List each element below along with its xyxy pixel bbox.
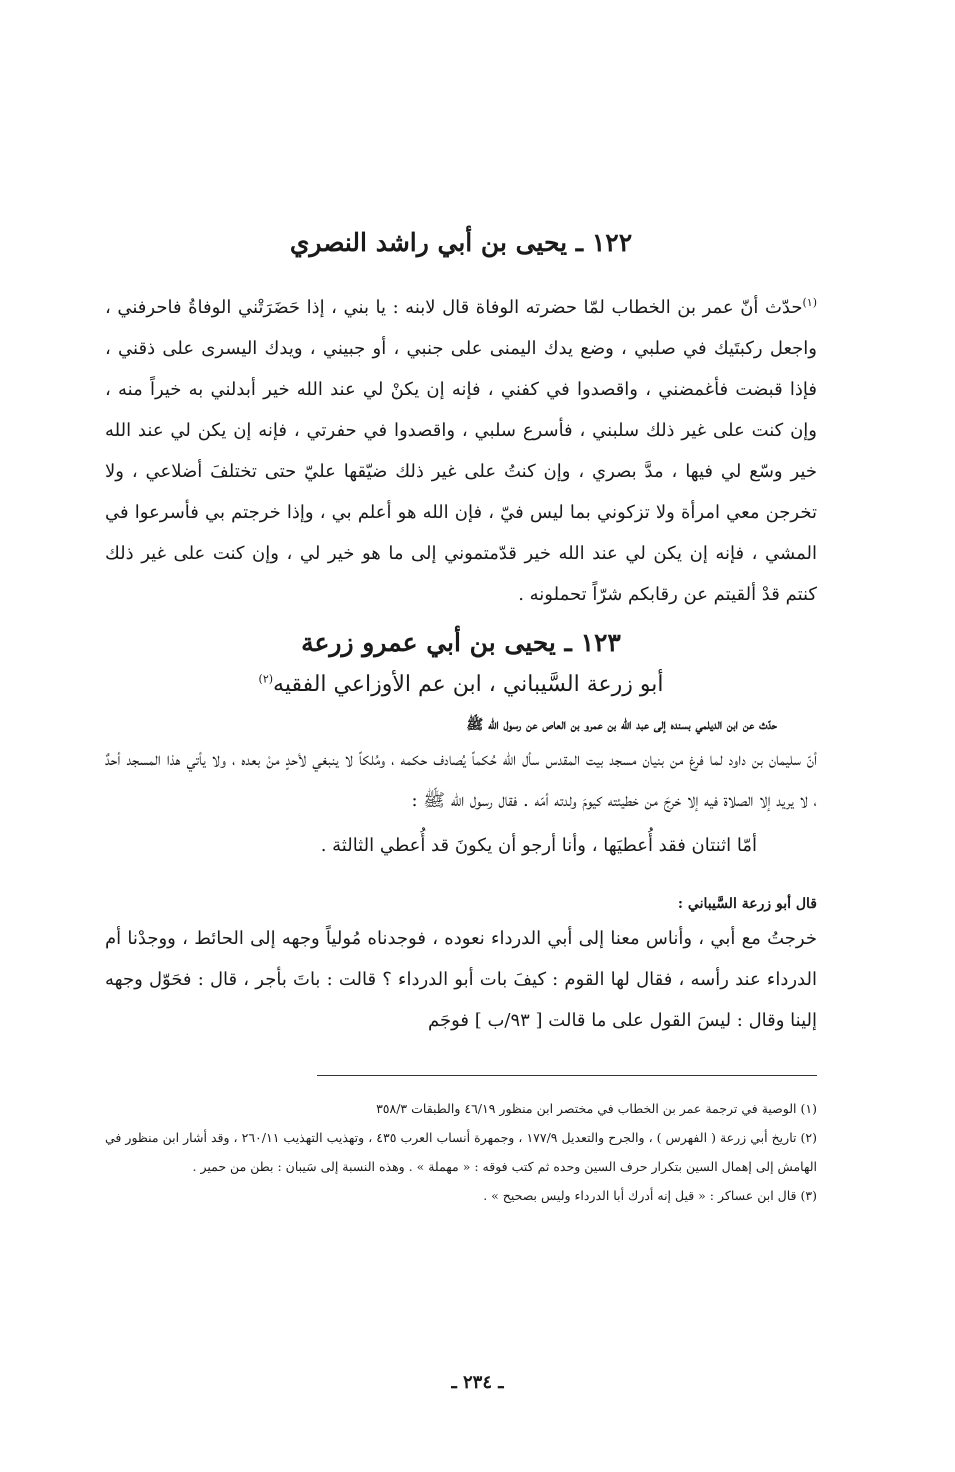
footnote-marker-1: (١) — [802, 296, 818, 309]
narration-part: خرجتُ مع أبي ، وأناس معنا إلى أبي الدرداء نعوده ، فوجدناه مُولياً وجهه إلى الحائط ، ووجدْنا أم الدرداء عند رأسه ، فقال لها القوم : كيفَ بات أبو الدرداء ؟ قالت : باتَ بأجر ، قال : فحَوّل وجهه إلينا وقال : ليسَ القول على ما قالت [ ٩٣/ب ] فوجَم — [105, 928, 817, 1031]
footnote-1: (١) الوصية في ترجمة عمر بن الخطاب في مختصر ابن منظور ٤٦/١٩ والطبقات ٣٥٨/٣ — [376, 1101, 817, 1116]
hadith-isnad: حدّث عن ابن الديلمي بسنده إلى عبد الله بن عمرو بن العاص عن رسول الله ﷺ — [466, 717, 777, 733]
narration-text — [105, 918, 817, 1041]
page-number: ـ ٢٣٤ ـ — [451, 1372, 504, 1393]
entry-123-subtitle: أبو زرعة السَّيباني ، ابن عم الأوزاعي الفقيه — [273, 672, 664, 697]
footnote-marker-2: (٢) — [258, 672, 274, 686]
footnotes — [105, 1094, 817, 1210]
entry-123-heading: ١٢٣ ـ يحيى بن أبي عمرو زرعة — [301, 628, 621, 657]
footnote-divider — [317, 1075, 817, 1076]
footnote-2: (٢) تاريخ أبي زرعة ( الفهرس ) ، والجرح والتعديل ١٧٧/٩ ، وجمهرة أنساب العرب ٤٣٥ ، وتهذيب التهذيب ٢٦٠/١١ ، وقد أشار ابن منظور في الهامش إلى إهمال السين بتكرار حرف السين وحده ثم كتب فوقه : « مهملة » . وهذه النسبة إلى سَيبان : بطن من حمير . — [105, 1130, 817, 1174]
entry-122-text — [105, 287, 817, 615]
speaker-label: قال أبو زرعة السَّيباني : — [677, 896, 817, 912]
entry-122-heading: ١٢٢ ـ يحيى بن أبي راشد النصري — [289, 228, 633, 257]
footnote-3: (٣) قال ابن عساكر : « قيل إنه أدرك أبا الدرداء وليس بصحيح » . — [483, 1188, 817, 1203]
page-body — [105, 225, 817, 1210]
entry-122-body: حدّث أنّ عمر بن الخطاب لمّا حضرته الوفاة قال لابنه : يا بني ، إذا حَضَرَتْني الوفاةُ فاحرفني ، واجعل ركبتَيك في صلبي ، وضع يدك اليمنى على جنبي ، أو جبيني ، ويدك اليسرى على ذقني ، فإذا قبضت فأغمضني ، واقصدوا في كفني ، فإنه إن يكنْ لي عند الله خير أبدلني به خيراً منه ، وإن كنت على غير ذلك سلبني ، فأسرع سلبي ، واقصدوا في حفرتي ، فإنه إن يكن لي عند الله خير وسّع لي فيها ، مدَّ بصري ، وإن كنتُ على غير ذلك ضيّقها عليّ حتى تختلفَ أضلاعي ، ولا تخرجن معي امرأة ولا تزكوني بما ليس فيّ ، فإن الله هو أعلم بي ، وإذا خرجتم بي فأسرعوا في المشي ، فإنه إن يكن لي عند الله خير قدّمتموني إلى ما هو خير لي ، وإن كنت على غير ذلك كنتم قدْ ألقيتم عن رقابكم شرّاً تحملونه . — [105, 297, 817, 605]
hadith-quote: أمّا اثنتان فقد أُعطيَها ، وأنا أرجو أن يكونَ قد أُعطي الثالثة . — [320, 835, 757, 856]
entry-123-subheading — [105, 665, 817, 705]
hadith-text: أنّ سليمان بن داود لما فرغ من بنيان مسجد بيت المقدس سأل الله حُكماً يُصادف حكمه ، ومُلكاً لا ينبغي لأحدٍ منْ بعده ، ولا يأتي هذا المسجد أحدٌ ، لا يريد إلا الصلاة فيه إلا خرجَ من خطيئته كيومَ ولدته أمّه . فقال رسول الله ﷺ : — [105, 749, 818, 811]
